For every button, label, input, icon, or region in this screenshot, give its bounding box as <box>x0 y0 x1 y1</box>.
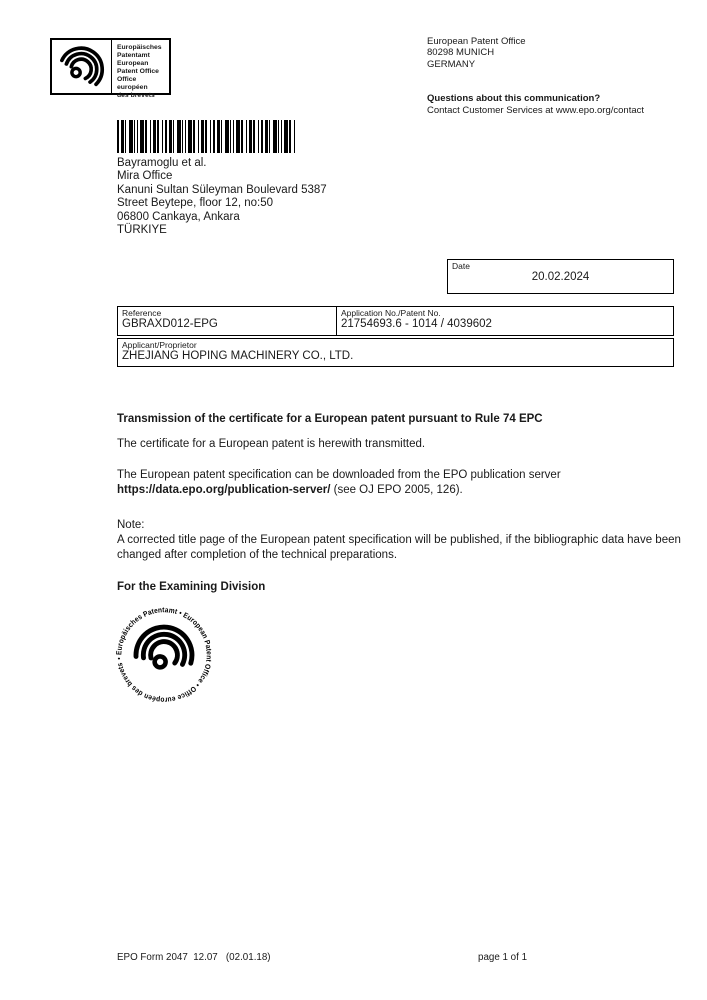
note-block <box>117 518 687 563</box>
date-box <box>447 259 674 294</box>
sender-address <box>427 36 526 70</box>
note-text: A corrected title page of the European patent specification will be published, if the bibliographic data have been changed after completion of the technical preparations. <box>117 534 681 561</box>
recipient-line: Kanuni Sultan Süleyman Boulevard 5387 <box>117 183 327 196</box>
stamp-swirl-icon <box>129 616 200 687</box>
form-number: EPO Form 2047 12.07 (02.01.18) <box>117 952 271 963</box>
epo-swirl-icon <box>52 40 112 93</box>
letter-paragraph-1: The certificate for a European patent is herewith transmitted. <box>117 438 426 450</box>
svg-text:• Europäisches Patentamt • Eur <box>109 600 218 709</box>
epo-stamp-seal <box>110 601 218 709</box>
epo-logo-text <box>112 40 169 100</box>
contact-block <box>427 93 644 116</box>
paragraph-2-line1: The European patent specification can be downloaded from the EPO publication server <box>117 469 561 481</box>
applicant-cell <box>117 338 674 368</box>
barcode-image <box>117 120 295 153</box>
applicant-label: Applicant/Proprietor <box>122 339 197 350</box>
recipient-line: 06800 Cankaya, Ankara <box>117 210 240 223</box>
application-value: 21754693.6 - 1014 / 4039602 <box>341 318 492 330</box>
contact-line: Contact Customer Services at www.epo.org/contact <box>427 104 645 116</box>
letter-title: Transmission of the certificate for a European patent pursuant to Rule 74 EPC <box>117 413 543 425</box>
reference-label: Reference <box>122 308 162 318</box>
letter-paragraph-2 <box>117 468 687 498</box>
logo-lang-fr: Office européen des brevets <box>117 76 155 100</box>
sender-city: 80298 MUNICH <box>427 47 495 59</box>
sender-country: GERMANY <box>427 58 476 70</box>
reference-table <box>117 306 674 367</box>
reference-cell <box>118 307 337 335</box>
letter-body <box>117 412 687 595</box>
date-label: Date <box>452 261 470 271</box>
recipient-address <box>117 157 327 237</box>
recipient-line: Mira Office <box>117 170 173 183</box>
stamp-circle-text: • Europäisches Patentamt • European Patent Office • Office européen des brevets <box>114 605 214 705</box>
reference-row <box>117 306 674 336</box>
contact-heading: Questions about this communication? <box>427 93 601 104</box>
logo-lang-en: European Patent Office <box>117 60 159 76</box>
page-indicator: page 1 of 1 <box>478 952 528 963</box>
epo-logo-box <box>50 38 171 100</box>
recipient-line: Street Beytepe, floor 12, no:50 <box>117 197 273 210</box>
application-label: Application No./Patent No. <box>341 308 441 318</box>
applicant-value: ZHEJIANG HOPING MACHINERY CO., LTD. <box>122 349 354 362</box>
note-label: Note: <box>117 519 145 531</box>
logo-lang-de: Europäisches Patentamt <box>117 44 162 60</box>
publication-server-url: https://data.epo.org/publication-server/ <box>117 484 331 496</box>
sender-office: European Patent Office <box>427 36 526 47</box>
application-cell <box>337 307 673 335</box>
date-value: 20.02.2024 <box>531 271 590 283</box>
paragraph-2-rest: (see OJ EPO 2005, 126). <box>330 484 463 496</box>
examining-division-signature: For the Examining Division <box>117 581 266 593</box>
recipient-line: Bayramoglu et al. <box>117 157 207 169</box>
reference-value: GBRAXD012-EPG <box>122 318 218 330</box>
recipient-line: TÜRKIYE <box>117 224 167 237</box>
